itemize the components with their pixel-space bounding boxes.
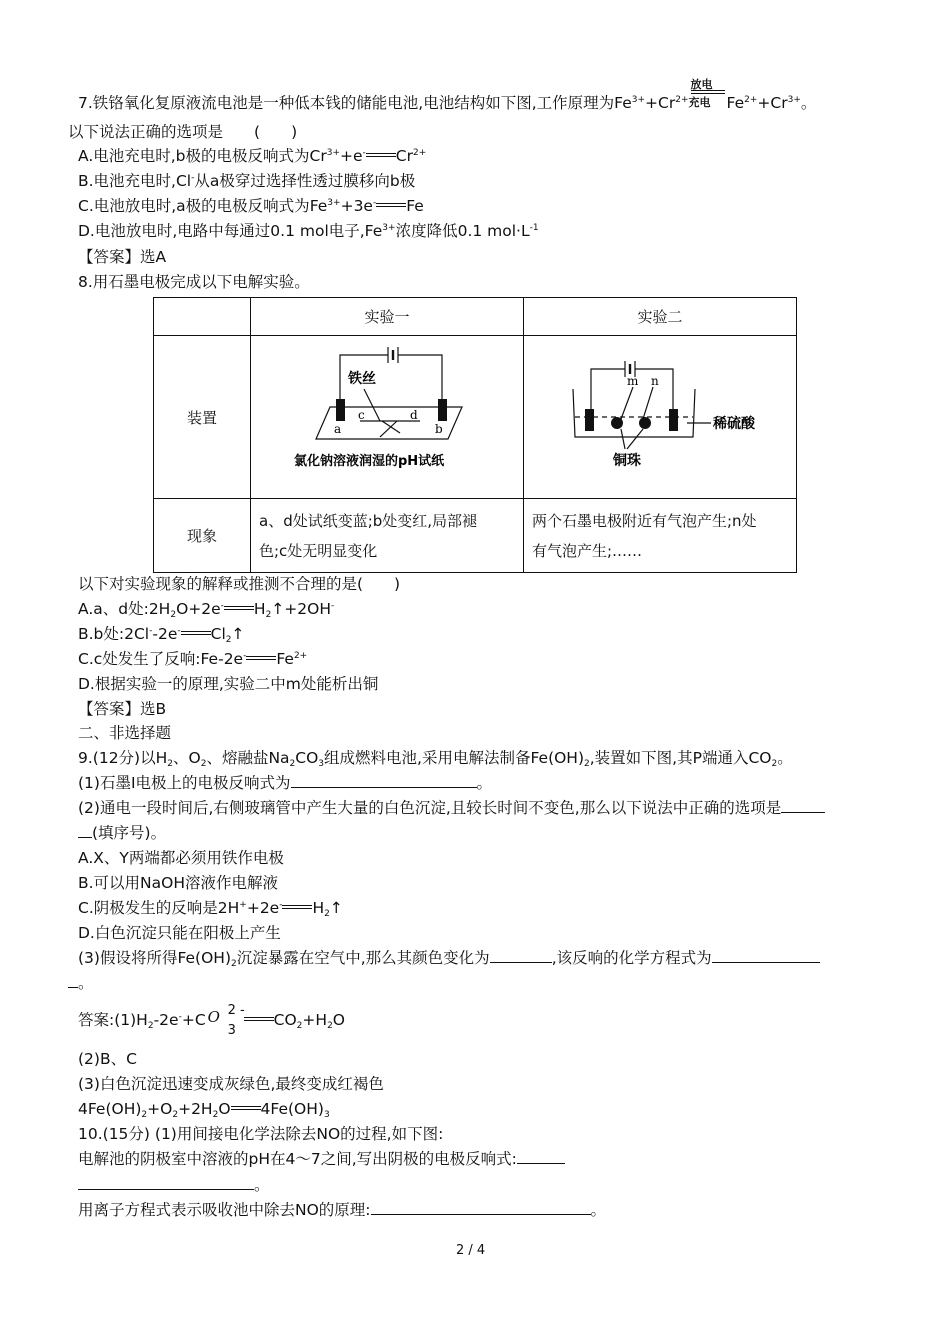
row-label-apparatus: 装置 — [154, 336, 251, 499]
q7-answer: 【答案】选A — [78, 248, 167, 266]
graphite-right — [669, 409, 678, 431]
q9-part1: (1)石墨Ⅰ电极上的电极反响式为 。 — [78, 774, 493, 792]
q8-option-a: A.a、d处$:2H_2O+2e^-$ $H_2↑+2OH^-$ — [78, 600, 335, 620]
q9-option-b: B.可以用NaOH溶液作电解液 — [78, 874, 279, 892]
q7-stem-line1: 7.铁铬氧化复原液流电池是一种低本钱的储能电池,电池结构如下图,工作原理为$Fe^{3+}+Cr^{2+}$ 放电 充电 $Fe^{2+}+Cr^{3+}$。 — [78, 78, 817, 112]
reaction-arrow: 放电 充电 — [691, 96, 725, 108]
q9-answer-line2: (2)B、C — [78, 1050, 137, 1068]
copper-beads-label: 铜珠 — [613, 453, 641, 469]
q8-option-d: D.根据实验一的原理,实验二中m处能析出铜 — [78, 675, 379, 693]
q9-answer-line4: $4Fe(OH)_2+O_2+2H_2O$ $4Fe(OH)_3$ — [78, 1100, 330, 1120]
exp2-diagram — [525, 337, 795, 493]
q10-line4: 用离子方程式表示吸收池中除去NO的原理: 。 — [78, 1201, 607, 1219]
q9-part2-cont: (填序号)。 — [78, 822, 166, 844]
label-m: m — [627, 374, 639, 388]
q8-option-b: B.b处:2Cl--2e- $Cl_2↑$ — [78, 625, 245, 645]
q9-stem: 9.(12分)以$H_2$、$O_2$、熔融盐$Na_2CO_3$组成燃料电池,采用电解法制备$Fe(OH)_2$,装置如下图,其P端通入$CO_2$。 — [78, 749, 793, 769]
q7-stem-line2: 以下说法正确的选项是 ( ) — [68, 123, 298, 141]
q8-question: 以下对实验现象的解释或推测不合理的是( ) — [78, 575, 401, 593]
q7-option-d: D.电池放电时,电路中每通过0.1 mol电子$,Fe^{3+}$浓度降低0.1 $mol\cdot L^{-1}$ — [78, 222, 539, 240]
label-b: b — [435, 422, 443, 436]
section-heading: 二、非选择题 — [78, 724, 172, 742]
copper-bead-left — [611, 417, 623, 429]
q9-option-d: D.白色沉淀只能在阳极上产生 — [78, 924, 281, 942]
exp1-observation: a、d处试纸变蓝;b处变红,局部褪 色;c处无明显变化 — [251, 499, 524, 573]
q7-option-a: A.电池充电时,b极的电极反响式为$Cr^{3+}+e^-$ $Cr^{2+}$ — [78, 147, 427, 165]
page-number: 2 / 4 — [456, 1243, 486, 1258]
q8-option-c: C.c处发生了反响:Fe-2e- $Fe^{2+}$ — [78, 650, 308, 668]
q8-answer: 【答案】选B — [78, 700, 167, 718]
q9-answer-line1: 答案$:(1)H_2-2e^-+C$ O 2 - 3 $CO_2+H_2O$ — [78, 1002, 345, 1038]
label-d: d — [410, 408, 418, 422]
ph-paper-caption: 氯化钠溶液润湿的pH试纸 — [294, 454, 445, 469]
iron-wire-label: 铁丝 — [348, 371, 376, 387]
exp2-observation: 两个石墨电极附近有气泡产生;n处 有气泡产生;…… — [524, 499, 797, 573]
q7-option-c: C.电池放电时,a极的电极反响式为$Fe^{3+}+3e^-$ Fe — [78, 197, 424, 215]
q9-option-a: A.X、Y两端都必须用铁作电极 — [78, 849, 284, 867]
q9-part3-cont: 。 — [68, 972, 94, 994]
experiment-table — [153, 297, 797, 573]
label-n: n — [651, 374, 659, 388]
sulfuric-acid-label: 稀硫酸 — [713, 416, 755, 432]
electrode-a — [336, 399, 345, 421]
q9-answer-line3: (3)白色沉淀迅速变成灰绿色,最终变成红褐色 — [78, 1075, 384, 1093]
exp1-diagram — [252, 337, 522, 493]
q10-stem: 10.(15分) (1)用间接电化学法除去NO的过程,如下图: — [78, 1125, 444, 1143]
exp1-diagram-cell — [251, 336, 524, 499]
q10-line2: 电解池的阴极室中溶液的pH在4～7之间,写出阴极的电极反响式: — [78, 1148, 565, 1170]
electrode-b — [438, 399, 447, 421]
q9-part2: (2)通电一段时间后,右侧玻璃管中产生大量的白色沉淀,且较长时间不变色,那么以下说法中正确的选项是 — [78, 797, 825, 819]
header-exp1: 实验一 — [251, 298, 524, 336]
label-c: c — [358, 408, 365, 422]
exp2-diagram-cell — [524, 336, 797, 499]
label-a: a — [334, 422, 342, 436]
row-label-phenomenon: 现象 — [154, 499, 251, 573]
graphite-left — [585, 409, 594, 431]
q9-option-c: C.阴极发生的反响是2H++2e- $H_2↑$ — [78, 899, 343, 919]
q8-stem: 8.用石墨电极完成以下电解实验。 — [78, 273, 310, 291]
header-exp2: 实验二 — [524, 298, 797, 336]
q10-line3: 。 — [78, 1174, 270, 1196]
q7-option-b: B.电池充电时,Cl-从a极穿过选择性透过膜移向b极 — [78, 172, 416, 190]
q9-part3: (3)假设将所得$Fe(OH)_2$沉淀暴露在空气中,那么其颜色变化为 ,该反响的化学方程式为 — [78, 947, 820, 969]
copper-bead-right — [639, 417, 651, 429]
